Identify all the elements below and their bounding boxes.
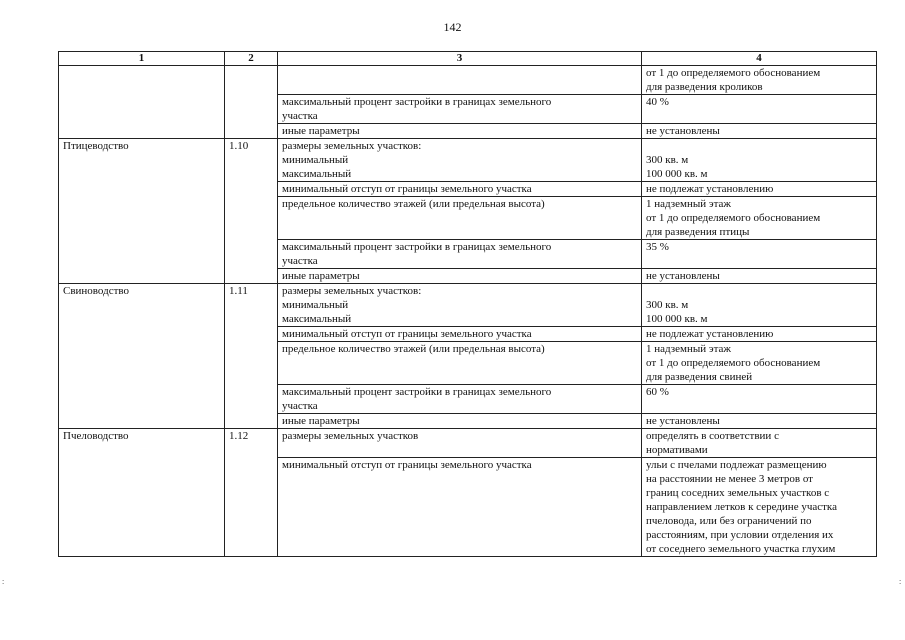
value-text: для разведения птицы	[646, 226, 750, 238]
value-text: не подлежат установлению	[646, 183, 774, 195]
value-text: границ соседних земельных участков с	[646, 487, 830, 499]
parameter-text: минимальный	[282, 154, 349, 166]
column-header: 4	[642, 52, 877, 66]
code-cell: 1.11	[225, 284, 278, 429]
parameter-text: участка	[282, 400, 318, 412]
code-cell: 1.12	[225, 429, 278, 557]
table-row	[59, 429, 877, 458]
parameter-text: размеры земельных участков:	[282, 285, 422, 297]
value-text: 1 надземный этаж	[646, 343, 731, 355]
land-use-type-cell	[59, 66, 225, 139]
value-cell	[642, 66, 877, 95]
value-text: от 1 до определяемого обоснованием	[646, 357, 821, 369]
value-cell	[642, 95, 877, 124]
value-cell	[642, 327, 877, 342]
value-text: от соседнего земельного участка глухим	[646, 543, 836, 555]
value-cell	[642, 182, 877, 197]
value-cell	[642, 269, 877, 284]
page-number: 142	[443, 20, 462, 34]
value-text: от 1 до определяемого обоснованием	[646, 67, 821, 79]
parameter-text: размеры земельных участков	[282, 430, 419, 442]
parameter-text: минимальный отступ от границы земельного участка	[282, 328, 532, 340]
value-text: не установлены	[646, 125, 720, 137]
parameter-text: предельное количество этажей (или предельная высота)	[282, 198, 545, 210]
value-text: ульи с пчелами подлежат размещению	[646, 459, 827, 471]
value-text: не установлены	[646, 270, 720, 282]
value-cell	[642, 197, 877, 240]
parameter-cell	[278, 197, 642, 240]
parameter-cell	[278, 240, 642, 269]
code-cell: 1.10	[225, 139, 278, 284]
column-header: 3	[278, 52, 642, 66]
value-cell	[642, 124, 877, 139]
land-use-type-cell: Пчеловодство	[59, 429, 225, 557]
value-text	[646, 139, 872, 153]
parameter-text: предельное количество этажей (или предельная высота)	[282, 343, 545, 355]
parameter-cell	[278, 139, 642, 182]
value-text: 35 %	[646, 241, 669, 253]
value-cell	[642, 414, 877, 429]
scan-margin-mark: :	[2, 577, 5, 586]
scan-margin-mark: :	[899, 577, 902, 586]
value-text: 100 000 кв. м	[646, 168, 708, 180]
parameter-text: максимальный	[282, 313, 352, 325]
parameter-text: минимальный отступ от границы земельного участка	[282, 183, 532, 195]
parameter-cell	[278, 66, 642, 95]
parameter-cell	[278, 458, 642, 557]
parameter-cell	[278, 284, 642, 327]
value-text: 40 %	[646, 96, 669, 108]
table-header-row	[59, 52, 877, 66]
parameter-text: минимальный	[282, 299, 349, 311]
value-text: для разведения свиней	[646, 371, 753, 383]
value-text: 300 кв. м	[646, 299, 689, 311]
parameter-text: максимальный процент застройки в границах земельного	[282, 241, 552, 253]
parameter-cell	[278, 429, 642, 458]
code-cell	[225, 66, 278, 139]
parameter-text: участка	[282, 255, 318, 267]
value-text: направлением летков к середине участка	[646, 501, 837, 513]
value-cell	[642, 342, 877, 385]
land-use-parameters-table	[58, 51, 877, 557]
parameter-text: иные параметры	[282, 125, 360, 137]
parameter-cell	[278, 124, 642, 139]
parameter-text: иные параметры	[282, 270, 360, 282]
parameter-cell	[278, 414, 642, 429]
parameter-text: максимальный	[282, 168, 352, 180]
parameter-text: минимальный отступ от границы земельного участка	[282, 459, 532, 471]
value-text: 60 %	[646, 386, 669, 398]
parameter-cell	[278, 182, 642, 197]
table-row	[59, 66, 877, 95]
parameter-cell	[278, 327, 642, 342]
parameter-cell	[278, 385, 642, 414]
parameter-cell	[278, 342, 642, 385]
parameter-cell	[278, 95, 642, 124]
value-text: 100 000 кв. м	[646, 313, 708, 325]
table-row	[59, 139, 877, 182]
value-cell	[642, 385, 877, 414]
value-text: пчеловода, или без ограничений по	[646, 515, 812, 527]
parameter-text: размеры земельных участков:	[282, 140, 422, 152]
value-cell	[642, 284, 877, 327]
value-text: на расстоянии не менее 3 метров от	[646, 473, 813, 485]
value-text: от 1 до определяемого обоснованием	[646, 212, 821, 224]
value-text: расстояниям, при условии отделения их	[646, 529, 834, 541]
parameter-cell	[278, 269, 642, 284]
value-cell	[642, 458, 877, 557]
value-text: не подлежат установлению	[646, 328, 774, 340]
column-header: 2	[225, 52, 278, 66]
value-text: для разведения кроликов	[646, 81, 763, 93]
land-use-type-cell: Свиноводство	[59, 284, 225, 429]
value-text: 1 надземный этаж	[646, 198, 731, 210]
parameter-text: участка	[282, 110, 318, 122]
value-cell	[642, 429, 877, 458]
value-text: не установлены	[646, 415, 720, 427]
value-cell	[642, 139, 877, 182]
value-text: определять в соответствии с	[646, 430, 779, 442]
value-text: нормативами	[646, 444, 708, 456]
land-use-type-cell: Птицеводство	[59, 139, 225, 284]
value-text: 300 кв. м	[646, 154, 689, 166]
parameter-text: иные параметры	[282, 415, 360, 427]
table-row	[59, 284, 877, 327]
column-header: 1	[59, 52, 225, 66]
parameter-text: максимальный процент застройки в границах земельного	[282, 386, 552, 398]
value-text	[646, 284, 872, 298]
parameter-text: максимальный процент застройки в границах земельного	[282, 96, 552, 108]
value-cell	[642, 240, 877, 269]
